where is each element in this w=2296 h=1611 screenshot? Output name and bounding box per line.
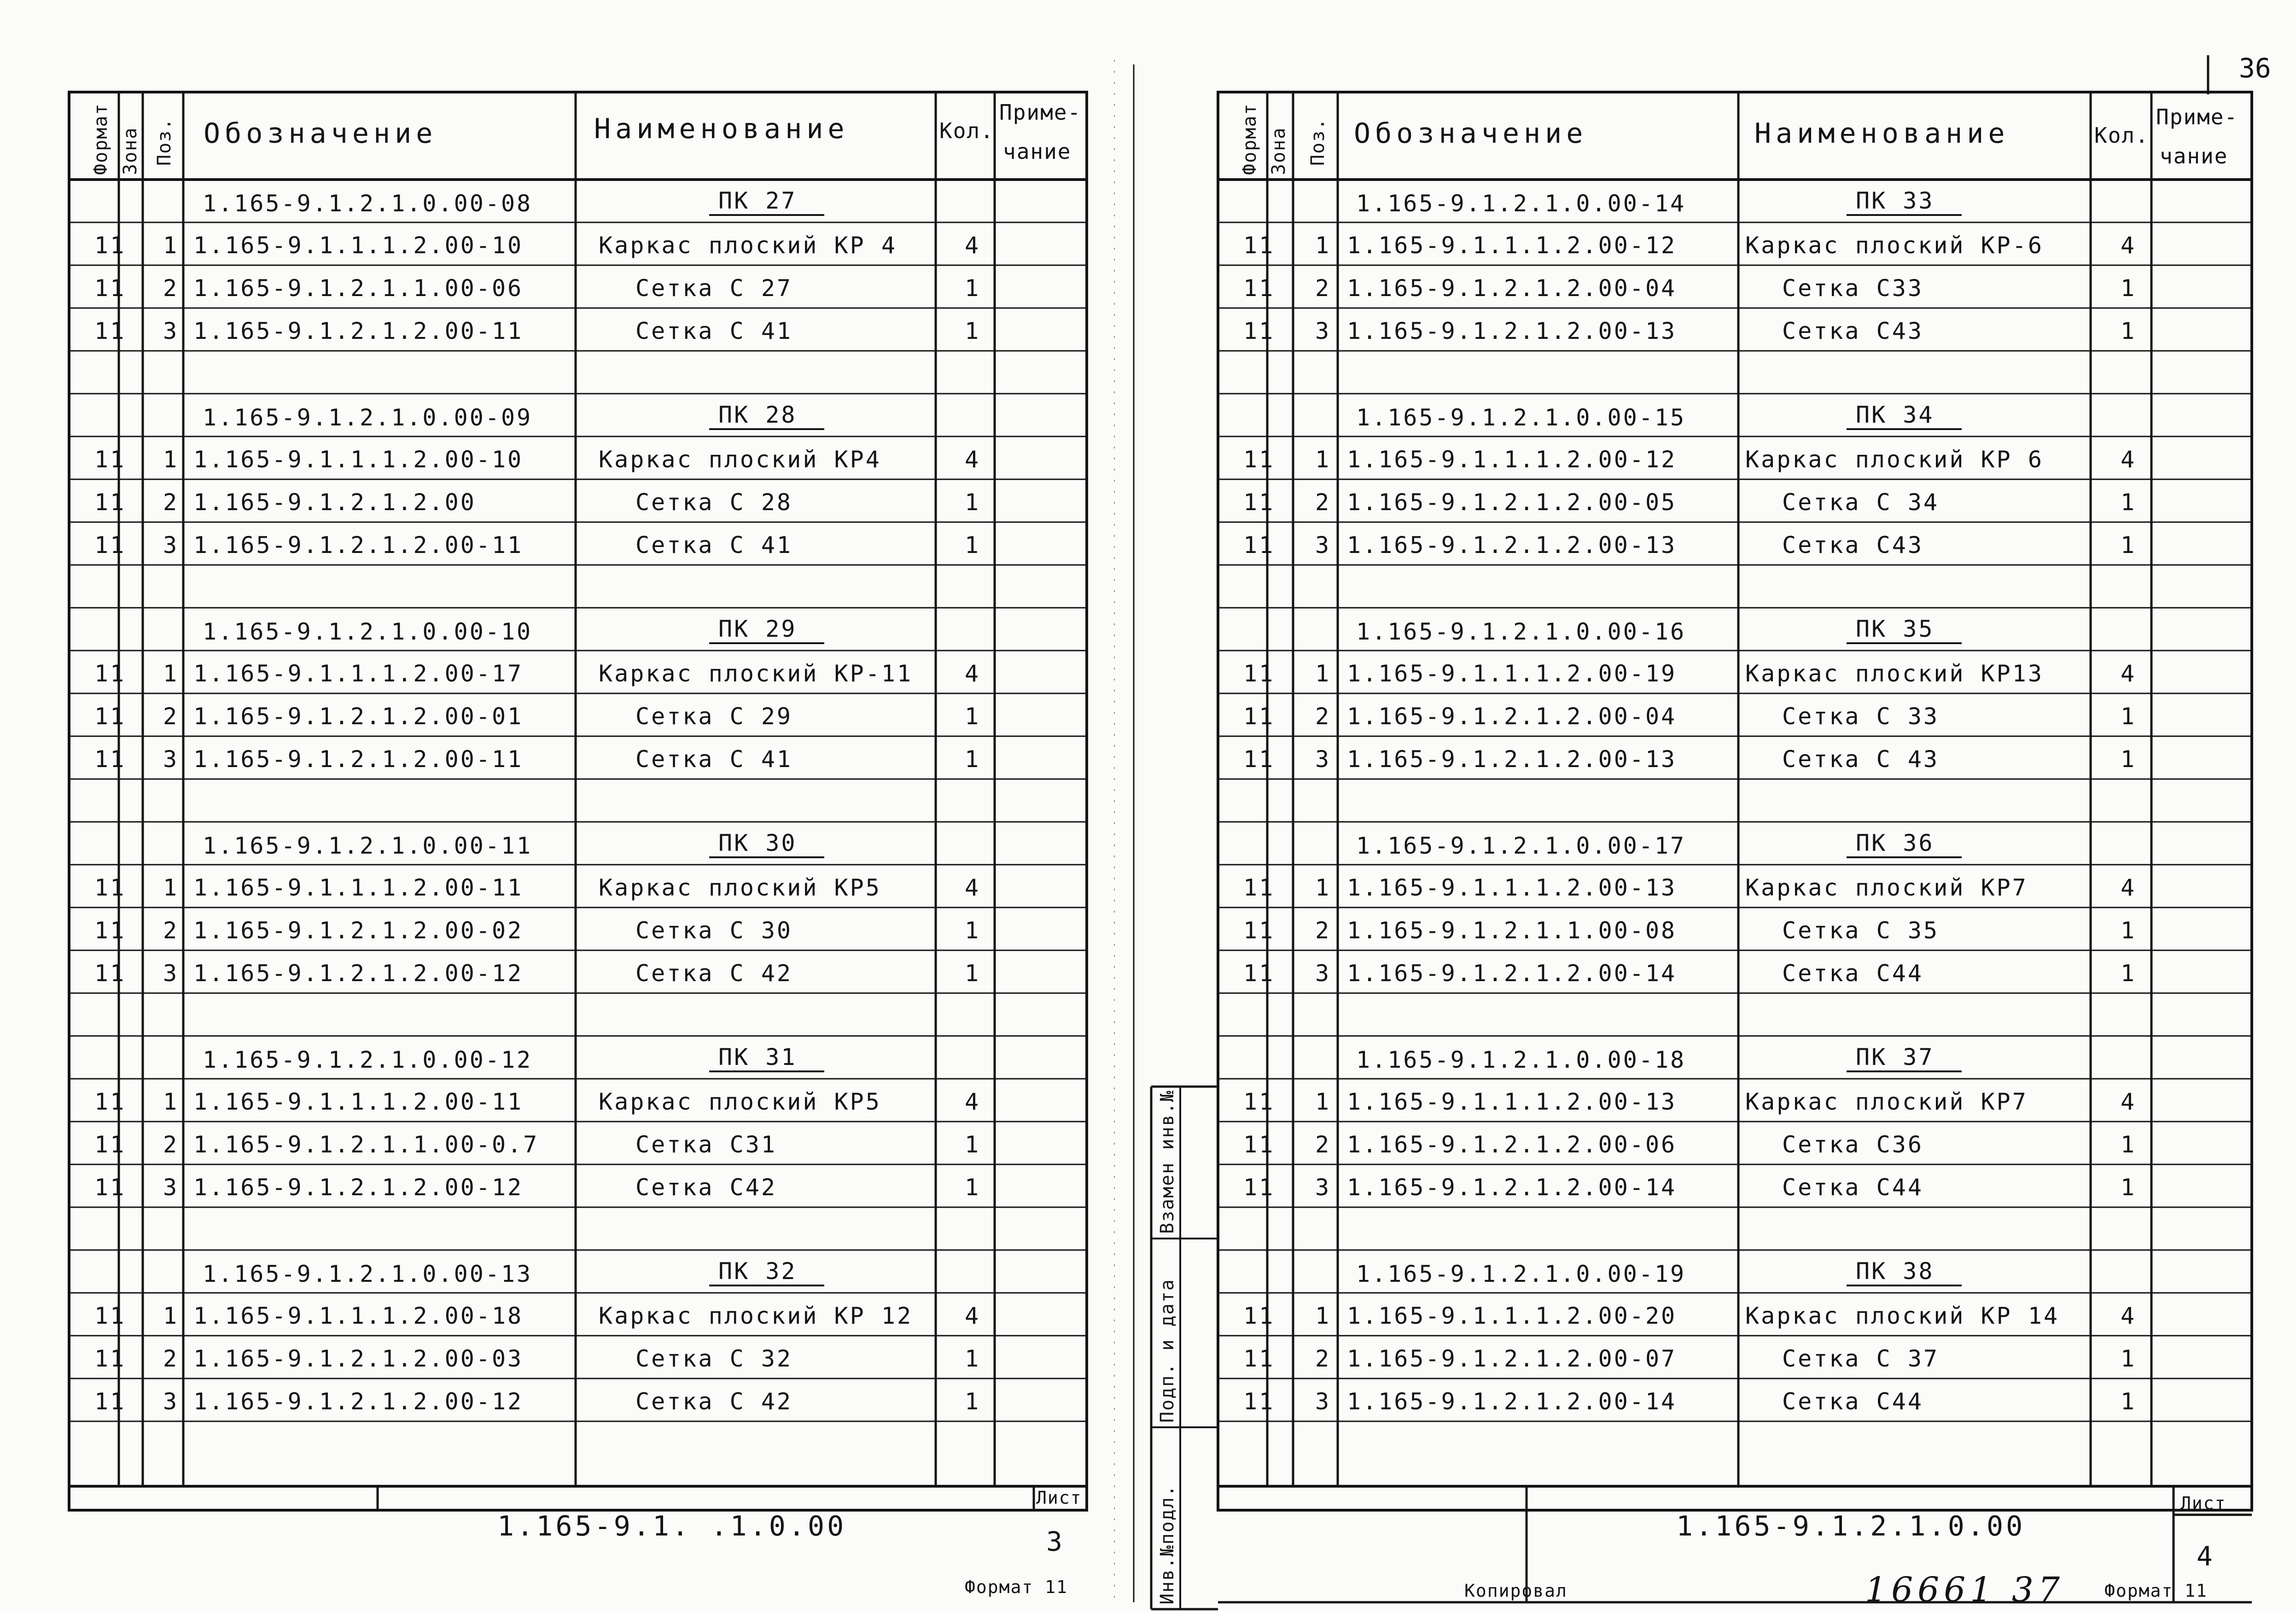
left-sheet-number: 3 <box>1046 1526 1062 1557</box>
row-position: 2 <box>1315 1131 1331 1158</box>
row-quantity: 1 <box>965 1388 981 1415</box>
group-code: 1.165-9.1.2.1.0.00-12 <box>203 1047 533 1073</box>
row-designation: 1.165-9.1.1.1.2.00-18 <box>193 1303 524 1329</box>
row-quantity: 1 <box>2121 1174 2137 1201</box>
row-designation: 1.165-9.1.2.1.2.00-04 <box>1347 703 1677 730</box>
row-designation: 1.165-9.1.2.1.2.00-13 <box>1347 318 1677 344</box>
row-position: 2 <box>1315 1345 1331 1372</box>
column-header-qty: Кол. <box>939 118 994 143</box>
column-header-format: Формат <box>1239 103 1260 175</box>
row-designation: 1.165-9.1.2.1.2.00-11 <box>193 746 524 773</box>
row-format: 11 <box>94 532 126 558</box>
left-format-label: Формат 11 <box>965 1577 1068 1597</box>
row-position: 2 <box>1315 489 1331 516</box>
column-header-name: Наименование <box>1754 117 2010 150</box>
column-header-note-line2: чание <box>2160 144 2228 169</box>
row-format: 11 <box>1243 703 1275 730</box>
column-header-pos: Поз. <box>154 117 175 166</box>
row-quantity: 4 <box>2121 446 2137 473</box>
row-name: Сетка С 37 <box>1782 1345 1940 1372</box>
row-position: 1 <box>1315 1303 1331 1329</box>
row-format: 11 <box>1243 746 1275 773</box>
row-designation: 1.165-9.1.2.1.2.00-12 <box>193 960 524 987</box>
group-title: ПК 30 <box>718 830 797 856</box>
row-name: Сетка С42 <box>635 1174 777 1201</box>
row-format: 11 <box>94 275 126 302</box>
row-position: 2 <box>163 703 179 730</box>
row-name: Каркас плоский КР 14 <box>1745 1303 2060 1329</box>
row-name: Сетка С 43 <box>1782 746 1940 773</box>
left-stamp-code: 1.165-9.1. .1.0.00 <box>497 1510 847 1542</box>
row-designation: 1.165-9.1.1.1.2.00-11 <box>193 874 524 901</box>
row-format: 11 <box>94 1088 126 1115</box>
group-title: ПК 38 <box>1856 1258 1935 1285</box>
copied-by-label: Копировал <box>1464 1581 1568 1601</box>
row-quantity: 4 <box>965 874 981 901</box>
row-quantity: 1 <box>2121 318 2137 344</box>
column-header-zone: Зона <box>120 127 141 175</box>
row-designation: 1.165-9.1.2.1.2.00-05 <box>1347 489 1677 516</box>
group-title: ПК 37 <box>1856 1044 1935 1070</box>
row-position: 3 <box>1315 318 1331 344</box>
row-designation: 1.165-9.1.2.1.2.00-12 <box>193 1388 524 1415</box>
row-position: 3 <box>163 318 179 344</box>
row-format: 11 <box>94 1303 126 1329</box>
row-name: Каркас плоский КР 4 <box>599 232 897 259</box>
row-name: Каркас плоский КР 6 <box>1745 446 2044 473</box>
row-position: 2 <box>1315 703 1331 730</box>
row-designation: 1.165-9.1.2.1.2.00 <box>193 489 476 516</box>
row-designation: 1.165-9.1.2.1.2.00-01 <box>193 703 524 730</box>
row-quantity: 1 <box>965 1131 981 1158</box>
row-position: 1 <box>163 446 179 473</box>
group-code: 1.165-9.1.2.1.0.00-19 <box>1356 1261 1686 1287</box>
row-format: 11 <box>94 1131 126 1158</box>
row-designation: 1.165-9.1.1.1.2.00-20 <box>1347 1303 1677 1329</box>
row-name: Сетка С 32 <box>635 1345 793 1372</box>
group-code: 1.165-9.1.2.1.0.00-10 <box>203 618 533 645</box>
row-position: 1 <box>163 874 179 901</box>
row-format: 11 <box>94 660 126 687</box>
side-stamp-inv-orig: Инв.№подл. <box>1157 1484 1178 1605</box>
row-quantity: 1 <box>965 318 981 344</box>
group-code: 1.165-9.1.2.1.0.00-14 <box>1356 190 1686 217</box>
row-format: 11 <box>1243 489 1275 516</box>
right-spec-table <box>1243 187 2136 1415</box>
row-designation: 1.165-9.1.1.1.2.00-11 <box>193 1088 524 1115</box>
row-quantity: 1 <box>965 532 981 558</box>
group-code: 1.165-9.1.2.1.0.00-11 <box>203 832 533 859</box>
row-name: Каркас плоский КР13 <box>1745 660 2044 687</box>
group-title: ПК 34 <box>1856 401 1935 428</box>
right-stamp-code: 1.165-9.1.2.1.0.00 <box>1676 1510 2026 1542</box>
row-position: 3 <box>1315 746 1331 773</box>
row-position: 3 <box>1315 1174 1331 1201</box>
row-designation: 1.165-9.1.2.1.2.00-07 <box>1347 1345 1677 1372</box>
column-header-note-line1: Приме- <box>2156 105 2238 129</box>
row-position: 2 <box>163 275 179 302</box>
row-format: 11 <box>94 318 126 344</box>
row-position: 3 <box>163 1388 179 1415</box>
row-quantity: 1 <box>965 275 981 302</box>
row-quantity: 1 <box>965 489 981 516</box>
row-designation: 1.165-9.1.2.1.1.00-06 <box>193 275 524 302</box>
row-designation: 1.165-9.1.2.1.2.00-13 <box>1347 532 1677 558</box>
row-name: Каркас плоский КР4 <box>599 446 881 473</box>
row-format: 11 <box>94 1174 126 1201</box>
row-name: Сетка С44 <box>1782 1174 1923 1201</box>
row-format: 11 <box>1243 1131 1275 1158</box>
row-quantity: 4 <box>965 232 981 259</box>
row-position: 1 <box>163 1088 179 1115</box>
row-position: 1 <box>163 1303 179 1329</box>
row-designation: 1.165-9.1.2.1.2.00-14 <box>1347 1388 1677 1415</box>
row-format: 11 <box>94 746 126 773</box>
row-format: 11 <box>94 1345 126 1372</box>
row-name: Сетка С 30 <box>635 917 793 944</box>
row-name: Сетка С44 <box>1782 960 1923 987</box>
group-title: ПК 29 <box>718 616 797 642</box>
row-position: 2 <box>1315 275 1331 302</box>
group-title: ПК 36 <box>1856 830 1935 856</box>
row-format: 11 <box>94 446 126 473</box>
group-code: 1.165-9.1.2.1.0.00-15 <box>1356 404 1686 431</box>
row-designation: 1.165-9.1.1.1.2.00-12 <box>1347 446 1677 473</box>
group-code: 1.165-9.1.2.1.0.00-08 <box>203 190 533 217</box>
row-designation: 1.165-9.1.2.1.2.00-03 <box>193 1345 524 1372</box>
right-sheet-number: 4 <box>2197 1541 2213 1572</box>
group-title: ПК 27 <box>718 187 797 214</box>
right-sheet-label: Лист <box>2180 1493 2226 1513</box>
row-position: 2 <box>163 1345 179 1372</box>
row-quantity: 1 <box>2121 1131 2137 1158</box>
row-position: 2 <box>1315 917 1331 944</box>
row-designation: 1.165-9.1.2.1.2.00-02 <box>193 917 524 944</box>
handwritten-note: 16661 37 <box>1865 1570 2065 1610</box>
row-name: Сетка С44 <box>1782 1388 1923 1415</box>
row-quantity: 1 <box>965 917 981 944</box>
row-designation: 1.165-9.1.2.1.2.00-11 <box>193 318 524 344</box>
row-quantity: 1 <box>965 1345 981 1372</box>
row-quantity: 4 <box>965 660 981 687</box>
row-name: Каркас плоский КР7 <box>1745 874 2028 901</box>
row-name: Сетка С 29 <box>635 703 793 730</box>
row-name: Каркас плоский КР-11 <box>599 660 913 687</box>
row-quantity: 1 <box>2121 703 2137 730</box>
row-format: 11 <box>1243 1174 1275 1201</box>
row-name: Сетка С 42 <box>635 1388 793 1415</box>
row-designation: 1.165-9.1.1.1.2.00-10 <box>193 232 524 259</box>
row-designation: 1.165-9.1.1.1.2.00-10 <box>193 446 524 473</box>
row-designation: 1.165-9.1.2.1.1.00-08 <box>1347 917 1677 944</box>
row-position: 2 <box>163 917 179 944</box>
row-format: 11 <box>94 1388 126 1415</box>
group-title: ПК 28 <box>718 401 797 428</box>
row-designation: 1.165-9.1.1.1.2.00-19 <box>1347 660 1677 687</box>
row-format: 11 <box>1243 917 1275 944</box>
page-number: 36 <box>2239 52 2271 84</box>
row-designation: 1.165-9.1.2.1.2.00-14 <box>1347 960 1677 987</box>
row-format: 11 <box>1243 1303 1275 1329</box>
row-format: 11 <box>1243 532 1275 558</box>
row-quantity: 4 <box>2121 1088 2137 1115</box>
row-name: Сетка С 41 <box>635 318 793 344</box>
row-designation: 1.165-9.1.1.1.2.00-17 <box>193 660 524 687</box>
column-header-zone: Зона <box>1268 127 1289 175</box>
column-header-name: Наименование <box>594 113 849 145</box>
left-sheet-label: Лист <box>1036 1488 1082 1508</box>
column-header-note-line1: Приме- <box>999 100 1082 125</box>
row-designation: 1.165-9.1.2.1.2.00-14 <box>1347 1174 1677 1201</box>
column-header-format: Формат <box>90 103 111 175</box>
row-format: 11 <box>94 489 126 516</box>
group-title: ПК 32 <box>718 1258 797 1285</box>
row-designation: 1.165-9.1.2.1.2.00-11 <box>193 532 524 558</box>
left-spec-table <box>94 187 980 1415</box>
row-position: 1 <box>163 232 179 259</box>
row-quantity: 1 <box>2121 1388 2137 1415</box>
row-format: 11 <box>1243 275 1275 302</box>
row-position: 1 <box>1315 660 1331 687</box>
row-name: Сетка С 35 <box>1782 917 1940 944</box>
row-designation: 1.165-9.1.1.1.2.00-13 <box>1347 1088 1677 1115</box>
row-quantity: 1 <box>2121 1345 2137 1372</box>
row-format: 11 <box>94 874 126 901</box>
row-format: 11 <box>94 232 126 259</box>
row-name: Сетка С 33 <box>1782 703 1940 730</box>
group-code: 1.165-9.1.2.1.0.00-16 <box>1356 618 1686 645</box>
row-quantity: 1 <box>2121 489 2137 516</box>
row-position: 3 <box>163 746 179 773</box>
row-designation: 1.165-9.1.2.1.2.00-12 <box>193 1174 524 1201</box>
right-sheet <box>1151 92 2252 1610</box>
row-position: 2 <box>163 1131 179 1158</box>
row-quantity: 1 <box>2121 960 2137 987</box>
row-format: 11 <box>1243 232 1275 259</box>
row-designation: 1.165-9.1.2.1.2.00-06 <box>1347 1131 1677 1158</box>
row-quantity: 1 <box>965 746 981 773</box>
row-format: 11 <box>1243 960 1275 987</box>
row-position: 1 <box>1315 874 1331 901</box>
row-format: 11 <box>1243 1345 1275 1372</box>
row-format: 11 <box>1243 1388 1275 1415</box>
row-quantity: 1 <box>2121 275 2137 302</box>
row-quantity: 1 <box>965 960 981 987</box>
row-format: 11 <box>1243 446 1275 473</box>
row-position: 1 <box>1315 232 1331 259</box>
row-position: 3 <box>1315 1388 1331 1415</box>
row-position: 3 <box>163 532 179 558</box>
row-position: 1 <box>163 660 179 687</box>
group-code: 1.165-9.1.2.1.0.00-18 <box>1356 1047 1686 1073</box>
group-title: ПК 33 <box>1856 187 1935 214</box>
row-format: 11 <box>94 703 126 730</box>
row-position: 2 <box>163 489 179 516</box>
row-format: 11 <box>1243 1088 1275 1115</box>
row-name: Каркас плоский КР7 <box>1745 1088 2028 1115</box>
row-quantity: 4 <box>965 1303 981 1329</box>
row-name: Сетка С 42 <box>635 960 793 987</box>
row-name: Сетка С 34 <box>1782 489 1940 516</box>
row-quantity: 4 <box>2121 874 2137 901</box>
row-name: Сетка С36 <box>1782 1131 1923 1158</box>
row-format: 11 <box>1243 874 1275 901</box>
row-name: Каркас плоский КР5 <box>599 1088 881 1115</box>
row-name: Каркас плоский КР 12 <box>599 1303 913 1329</box>
row-quantity: 4 <box>2121 1303 2137 1329</box>
row-quantity: 4 <box>965 1088 981 1115</box>
row-quantity: 1 <box>2121 746 2137 773</box>
group-code: 1.165-9.1.2.1.0.00-13 <box>203 1261 533 1287</box>
row-quantity: 4 <box>965 446 981 473</box>
side-stamp-replaced-inv: Взамен инв.№ <box>1157 1090 1178 1234</box>
row-name: Сетка С43 <box>1782 318 1923 344</box>
row-position: 3 <box>163 1174 179 1201</box>
row-format: 11 <box>94 917 126 944</box>
row-name: Сетка С 41 <box>635 746 793 773</box>
row-name: Сетка С31 <box>635 1131 777 1158</box>
row-format: 11 <box>1243 318 1275 344</box>
row-name: Каркас плоский КР-6 <box>1745 232 2044 259</box>
row-name: Сетка С 41 <box>635 532 793 558</box>
row-name: Сетка С 27 <box>635 275 793 302</box>
row-quantity: 1 <box>965 703 981 730</box>
group-code: 1.165-9.1.2.1.0.00-09 <box>203 404 533 431</box>
row-quantity: 4 <box>2121 232 2137 259</box>
row-position: 3 <box>163 960 179 987</box>
row-format: 11 <box>1243 660 1275 687</box>
left-sheet <box>69 92 1087 1597</box>
row-designation: 1.165-9.1.2.1.2.00-13 <box>1347 746 1677 773</box>
column-header-pos: Поз. <box>1307 117 1329 166</box>
row-position: 1 <box>1315 446 1331 473</box>
row-name: Сетка С33 <box>1782 275 1923 302</box>
column-header-designation: Обозначение <box>204 117 437 150</box>
row-designation: 1.165-9.1.2.1.1.00-0.7 <box>193 1131 539 1158</box>
row-quantity: 1 <box>2121 532 2137 558</box>
row-designation: 1.165-9.1.1.1.2.00-13 <box>1347 874 1677 901</box>
row-format: 11 <box>94 960 126 987</box>
row-position: 3 <box>1315 960 1331 987</box>
row-designation: 1.165-9.1.2.1.2.00-04 <box>1347 275 1677 302</box>
row-position: 3 <box>1315 532 1331 558</box>
row-name: Сетка С 28 <box>635 489 793 516</box>
row-name: Сетка С43 <box>1782 532 1923 558</box>
group-code: 1.165-9.1.2.1.0.00-17 <box>1356 832 1686 859</box>
row-quantity: 4 <box>2121 660 2137 687</box>
side-stamp-sign-date: Подп. и дата <box>1157 1279 1178 1423</box>
right-format-label: Формат 11 <box>2104 1581 2208 1601</box>
column-header-designation: Обозначение <box>1354 117 1588 150</box>
group-title: ПК 31 <box>718 1044 797 1070</box>
column-header-note-line2: чание <box>1003 139 1072 164</box>
column-header-qty: Кол. <box>2094 123 2149 148</box>
row-name: Каркас плоский КР5 <box>599 874 881 901</box>
row-quantity: 1 <box>2121 917 2137 944</box>
group-title: ПК 35 <box>1856 616 1935 642</box>
row-quantity: 1 <box>965 1174 981 1201</box>
row-position: 1 <box>1315 1088 1331 1115</box>
row-designation: 1.165-9.1.1.1.2.00-12 <box>1347 232 1677 259</box>
